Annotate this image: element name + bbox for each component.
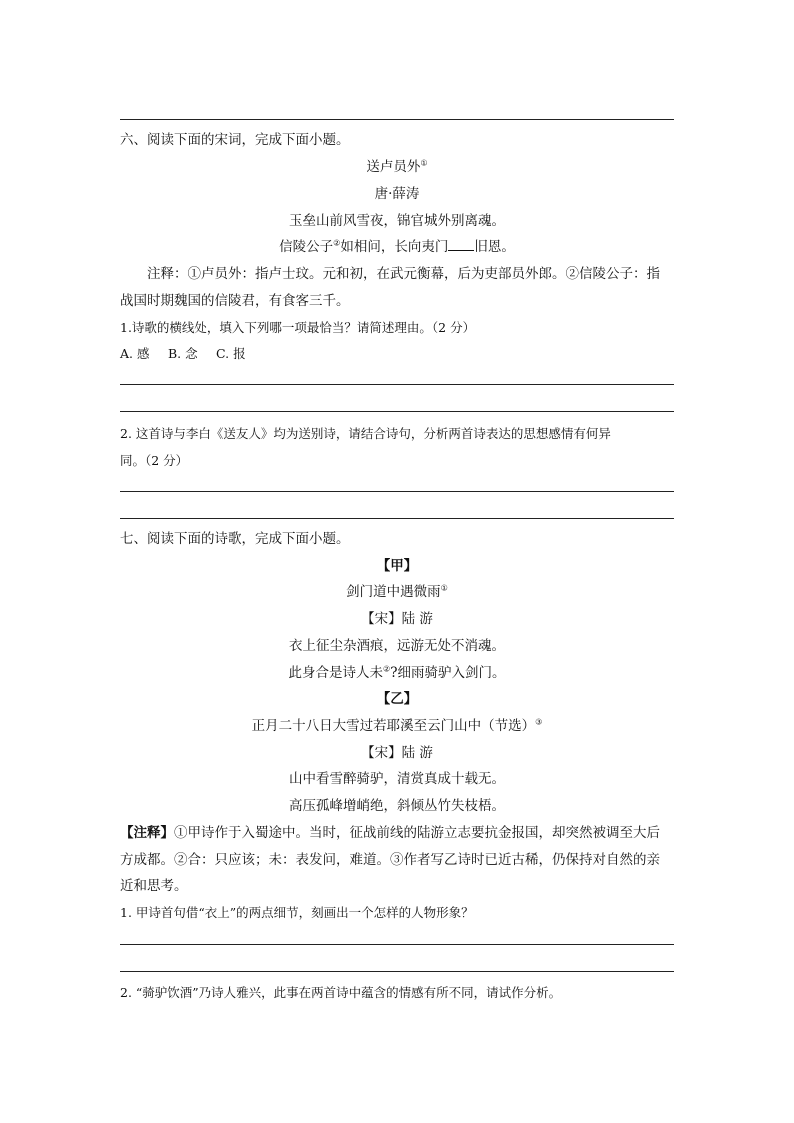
answer-line[interactable] (120, 384, 674, 385)
section6-question-2-line-1: 2. 这首诗与李白《送友人》均为送别诗，请结合诗句，分析两首诗表达的思想感情有何异 (120, 426, 611, 441)
section7-question-1: 1. 甲诗首句借“衣上”的两点细节，刻画出一个怎样的人物形象？ (120, 905, 474, 920)
footnote-marker: ② (333, 238, 341, 248)
section6-question-2-line-2: 同。（2 分） (120, 453, 189, 468)
answer-line[interactable] (120, 491, 674, 492)
option-c[interactable]: C. 报 (216, 346, 246, 361)
section6-note-line-2: 战国时期魏国的信陵君，有食客三千。 (120, 293, 350, 309)
fill-in-blank[interactable] (448, 238, 474, 251)
section7-jia-author: 【宋】陆 游 (361, 611, 433, 627)
footnote-marker: ① (420, 158, 428, 168)
section6-poem-line-1: 玉垒山前风雪夜，锦官城外别离魂。 (289, 213, 505, 229)
section7-yi-label: 【乙】 (376, 691, 418, 707)
section7-note-line-3: 近和思考。 (120, 878, 188, 894)
answer-line[interactable] (120, 518, 674, 519)
section7-yi-line-2: 高压孤峰增峭绝，斜倾丛竹失枝梧。 (289, 798, 505, 814)
answer-line[interactable] (120, 944, 674, 945)
section7-yi-title: 正月二十八日大雪过若耶溪至云门山中（节选）③ (251, 717, 543, 734)
section6-note-line-1: 注释：①卢员外：指卢士玟。元和初，在武元衡幕，后为吏部员外郎。②信陵公子：指 (147, 266, 660, 282)
section6-question-1-options (120, 344, 674, 364)
section7-heading: 七、阅读下面的诗歌，完成下面小题。 (120, 531, 350, 547)
answer-line[interactable] (120, 411, 674, 412)
note-label: 【注释】 (120, 825, 174, 841)
section7-question-2: 2. “骑驴饮酒”乃诗人雅兴，此事在两首诗中蕴含的情感有所不同，请试作分析。 (120, 985, 562, 1000)
section6-poem-line-2: 信陵公子②如相问，长向夷门 旧恩。 (279, 238, 515, 255)
section7-jia-label: 【甲】 (376, 558, 418, 574)
section6-heading: 六、阅读下面的宋词，完成下面小题。 (120, 132, 350, 148)
footnote-marker: ③ (535, 717, 543, 727)
option-a[interactable]: A. 感 (120, 346, 150, 361)
footnote-marker: ② (383, 664, 391, 674)
section7-yi-line-1: 山中看雪醉骑驴，清赏真成十载无。 (289, 771, 505, 787)
section7-yi-author: 【宋】陆 游 (361, 745, 433, 761)
section7-note-line-1: 【注释】①甲诗作于入蜀途中。当时，征战前线的陆游立志要抗金报国，却突然被调至大后 (120, 825, 660, 841)
section7-jia-line-2: 此身合是诗人未②?细雨骑驴入剑门。 (288, 664, 506, 681)
section7-jia-title: 剑门道中遇微雨① (346, 583, 448, 600)
top-divider-line (120, 119, 674, 120)
answer-line[interactable] (120, 971, 674, 972)
section6-poem-title: 送卢员外① (366, 158, 428, 175)
section6-question-1: 1.诗歌的横线处，填入下列哪一项最恰当？请简述理由。（2 分） (120, 320, 476, 335)
section7-jia-line-1: 衣上征尘杂酒痕，远游无处不消魂。 (289, 638, 505, 654)
section6-poem-author: 唐·薛涛 (374, 186, 420, 202)
section7-note-line-2: 方成都。②合：只应该；未：表发问，难道。③作者写乙诗时已近古稀，仍保持对自然的亲 (120, 852, 660, 868)
option-b[interactable]: B. 念 (168, 346, 198, 361)
footnote-marker: ① (440, 583, 448, 593)
